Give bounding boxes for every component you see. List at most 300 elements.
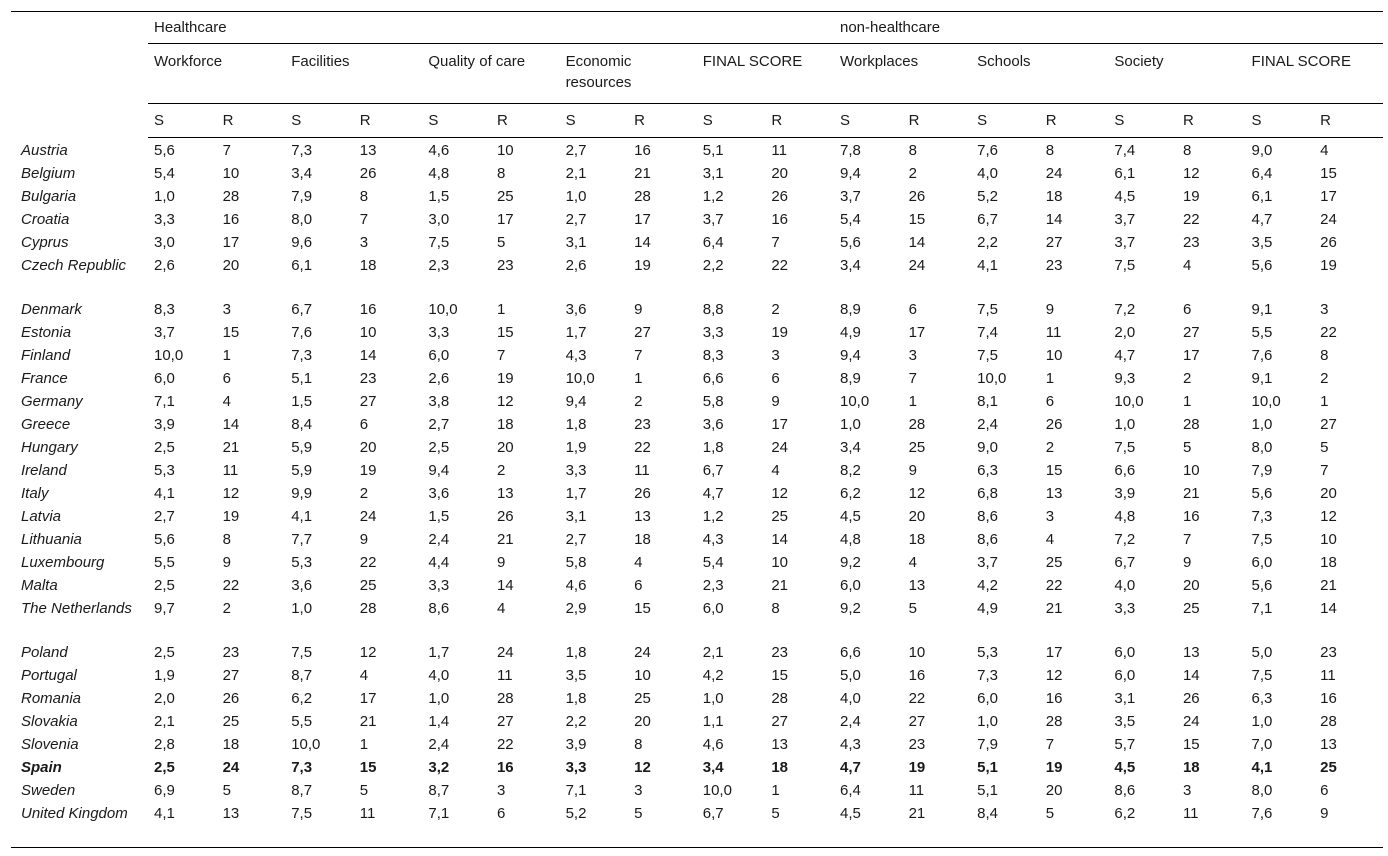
rank-cell: 19 — [1320, 257, 1337, 274]
rank-cell: 19 — [634, 257, 651, 274]
rank-cell: 4 — [496, 600, 506, 617]
score-cell: 7,4 — [1114, 142, 1136, 159]
rank-cell: 7 — [1182, 531, 1192, 548]
score-cell: 2,8 — [154, 736, 175, 753]
score-cell: 5,6 — [1251, 485, 1273, 502]
score-cell: 4,5 — [1114, 759, 1136, 776]
score-cell: 6,9 — [154, 782, 175, 799]
score-cell: 3,5 — [1251, 234, 1273, 251]
score-cell: 6,6 — [839, 644, 861, 661]
score-cell: 6,7 — [1114, 554, 1136, 571]
score-cell: 1,0 — [1251, 416, 1273, 433]
score-cell: 7,2 — [1114, 531, 1136, 548]
score-cell: 3,4 — [839, 257, 861, 274]
table-row — [11, 711, 1383, 734]
score-cell: 3,0 — [428, 211, 450, 228]
table-row — [11, 529, 1383, 552]
score-cell: 9,2 — [839, 600, 861, 617]
rank-cell: 27 — [1320, 416, 1337, 433]
score-cell: 5,7 — [1114, 736, 1136, 753]
score-cell: 9,7 — [154, 600, 175, 617]
country-cell: The Netherlands — [21, 600, 132, 617]
score-cell: 6,1 — [291, 257, 313, 274]
rank-cell: 20 — [1320, 485, 1337, 502]
rank-cell: 12 — [222, 485, 240, 502]
country-cell: Latvia — [21, 508, 62, 525]
score-cell: 5,4 — [839, 211, 861, 228]
rank-cell: 23 — [1320, 644, 1337, 661]
score-cell: 7,5 — [428, 234, 450, 251]
rank-cell: 4 — [1320, 142, 1329, 159]
rank-cell: 27 — [1045, 234, 1063, 251]
score-cell: 3,1 — [565, 234, 587, 251]
score-cell: 4,7 — [702, 485, 724, 502]
score-cell: 7,6 — [977, 142, 999, 159]
rank-cell: 26 — [634, 485, 651, 502]
rank-header-cell: R — [628, 104, 697, 138]
rank-cell: 11 — [771, 142, 787, 159]
score-cell: 5,1 — [977, 759, 999, 776]
rank-cell: 1 — [771, 782, 780, 799]
score-cell: 5,2 — [560, 803, 629, 848]
country-cell: Slovakia — [21, 713, 78, 730]
rank-cell: 22 — [771, 257, 789, 274]
score-cell: 4,6 — [702, 736, 724, 753]
score-header-cell: S — [148, 104, 217, 138]
score-cell: 6,6 — [1114, 462, 1136, 479]
score-cell: 4,3 — [839, 736, 861, 753]
score-cell: 7,8 — [839, 142, 861, 159]
rank-cell: 11 — [1320, 667, 1336, 684]
score-cell: 7,3 — [291, 347, 313, 364]
score-cell: 3,7 — [1114, 234, 1136, 251]
score-cell: 8,3 — [154, 301, 175, 318]
rank-cell: 16 — [1320, 690, 1337, 707]
rank-cell: 5 — [628, 803, 697, 848]
rank-cell: 21 — [771, 577, 789, 594]
score-cell: 3,4 — [702, 759, 724, 776]
scores-table-container — [11, 11, 1377, 848]
score-cell: 3,9 — [565, 736, 587, 753]
rank-cell: 27 — [1182, 324, 1200, 341]
score-cell: 2,0 — [1114, 324, 1136, 341]
rank-cell: 9 — [1182, 554, 1192, 571]
rank-cell: 27 — [496, 713, 514, 730]
score-cell: 7,4 — [977, 324, 999, 341]
score-cell: 2,7 — [428, 416, 450, 433]
rank-cell: 27 — [222, 667, 240, 684]
country-cell: Czech Republic — [21, 257, 127, 274]
rank-cell: 1 — [908, 393, 917, 410]
rank-cell: 14 — [634, 234, 651, 251]
score-cell: 5,3 — [291, 554, 313, 571]
score-cell: 6,4 — [1251, 165, 1273, 182]
rank-cell: 19 — [1045, 759, 1063, 776]
score-cell: 1,0 — [154, 188, 175, 205]
rank-cell: 12 — [1320, 508, 1337, 525]
rank-cell: 28 — [1320, 713, 1337, 730]
rank-cell: 26 — [771, 188, 789, 205]
country-cell: Greece — [21, 416, 71, 433]
rank-cell: 22 — [908, 690, 926, 707]
rank-cell: 17 — [222, 234, 240, 251]
score-cell: 7,5 — [1114, 257, 1136, 274]
score-cell: 9,0 — [977, 439, 999, 456]
rank-cell: 15 — [771, 667, 789, 684]
rank-cell: 4 — [771, 462, 780, 479]
score-cell: 2,6 — [428, 370, 450, 387]
rank-cell: 7 — [771, 234, 780, 251]
score-cell: 2,1 — [154, 713, 175, 730]
rank-cell: 25 — [1045, 554, 1063, 571]
group-header-healthcare: Healthcare — [148, 12, 834, 44]
rank-cell: 6 — [908, 301, 917, 318]
rank-cell: 7 — [496, 347, 506, 364]
table-row — [11, 163, 1383, 186]
score-cell: 7,1 — [422, 803, 491, 848]
score-cell: 3,5 — [1114, 713, 1136, 730]
score-cell: 3,3 — [154, 211, 175, 228]
score-cell: 4,1 — [148, 803, 217, 848]
score-cell: 9,3 — [1114, 370, 1136, 387]
country-cell: Slovenia — [21, 736, 79, 753]
rank-cell: 25 — [908, 439, 926, 456]
rank-cell: 2 — [359, 485, 369, 502]
score-cell: 1,2 — [702, 508, 724, 525]
rank-cell: 10 — [634, 667, 651, 684]
score-cell: 7,0 — [1251, 736, 1273, 753]
score-cell: 4,5 — [1114, 188, 1136, 205]
rank-cell: 23 — [1182, 234, 1200, 251]
score-cell: 8,7 — [291, 782, 313, 799]
rank-cell: 9 — [1314, 803, 1383, 848]
score-cell: 6,3 — [1251, 690, 1273, 707]
rank-cell: 5 — [1040, 803, 1109, 848]
score-cell: 1,9 — [565, 439, 587, 456]
score-cell: 4,1 — [291, 508, 313, 525]
score-cell: 3,7 — [154, 324, 175, 341]
score-cell: 9,1 — [1251, 301, 1273, 318]
rank-cell: 11 — [1045, 324, 1062, 341]
rank-cell: 8 — [496, 165, 506, 182]
rank-cell: 3 — [634, 782, 643, 799]
score-cell: 6,0 — [1251, 554, 1273, 571]
rank-cell: 10 — [359, 324, 377, 341]
table-row — [11, 414, 1383, 437]
rank-cell: 1 — [634, 370, 643, 387]
rank-cell: 5 — [496, 234, 506, 251]
rank-cell: 18 — [496, 416, 514, 433]
score-cell: 5,6 — [154, 531, 175, 548]
table-row — [11, 483, 1383, 506]
rank-cell: 5 — [359, 782, 369, 799]
rank-cell: 11 — [1177, 803, 1246, 848]
rank-cell: 20 — [496, 439, 514, 456]
score-cell: 9,6 — [291, 234, 313, 251]
rank-cell: 18 — [1045, 188, 1063, 205]
score-cell: 2,6 — [154, 257, 175, 274]
score-cell: 10,0 — [1251, 393, 1281, 410]
rank-cell: 17 — [1045, 644, 1063, 661]
rank-cell: 16 — [771, 211, 789, 228]
rank-cell: 23 — [496, 257, 514, 274]
rank-cell: 8 — [359, 188, 369, 205]
rank-cell: 15 — [496, 324, 514, 341]
country-cell: Cyprus — [21, 234, 69, 251]
rank-cell: 18 — [222, 736, 240, 753]
rank-cell: 28 — [908, 416, 926, 433]
rank-cell: 22 — [359, 554, 377, 571]
score-cell: 7,3 — [977, 667, 999, 684]
rank-cell: 3 — [359, 234, 369, 251]
score-cell: 1,0 — [977, 713, 999, 730]
score-cell: 2,2 — [977, 234, 999, 251]
score-cell: 3,6 — [428, 485, 450, 502]
score-rank-header-row — [11, 104, 1383, 138]
rank-cell: 26 — [496, 508, 514, 525]
score-cell: 1,8 — [565, 416, 587, 433]
score-cell: 1,9 — [154, 667, 175, 684]
score-cell: 7,3 — [291, 759, 313, 776]
sub-header-society: Society — [1108, 44, 1245, 104]
score-cell: 2,4 — [428, 531, 450, 548]
rank-cell: 6 — [1045, 393, 1055, 410]
rank-cell: 11 — [634, 462, 650, 479]
score-cell: 3,3 — [1114, 600, 1136, 617]
score-cell: 2,6 — [565, 257, 587, 274]
rank-cell: 23 — [908, 736, 926, 753]
rank-header-cell: R — [1314, 104, 1383, 138]
rank-cell: 9 — [908, 462, 917, 479]
score-cell: 5,1 — [291, 370, 313, 387]
score-cell: 1,5 — [291, 393, 313, 410]
score-cell: 8,1 — [977, 393, 999, 410]
table-row — [11, 255, 1383, 299]
score-cell: 1,7 — [565, 485, 587, 502]
rank-cell: 24 — [1045, 165, 1063, 182]
rank-cell: 27 — [771, 713, 789, 730]
rank-cell: 3 — [771, 347, 780, 364]
country-cell: Sweden — [21, 782, 76, 799]
score-cell: 4,0 — [1114, 577, 1136, 594]
rank-cell: 1 — [222, 347, 231, 364]
score-cell: 4,1 — [977, 257, 999, 274]
score-cell: 6,0 — [977, 690, 999, 707]
score-cell: 6,1 — [1251, 188, 1273, 205]
score-cell: 5,6 — [1251, 257, 1273, 274]
rank-header-cell: R — [354, 104, 423, 138]
score-cell: 3,8 — [428, 393, 450, 410]
rank-cell: 9 — [1045, 301, 1055, 318]
rank-cell: 26 — [1045, 416, 1063, 433]
score-cell: 8,6 — [1114, 782, 1136, 799]
score-cell: 5,5 — [154, 554, 175, 571]
table-row — [11, 506, 1383, 529]
rank-cell: 1 — [496, 301, 506, 318]
score-cell: 8,2 — [839, 462, 861, 479]
score-header-cell: S — [1246, 104, 1315, 138]
rank-cell: 16 — [1045, 690, 1063, 707]
rank-cell: 28 — [359, 600, 377, 617]
table-row — [11, 665, 1383, 688]
rank-cell: 8 — [222, 531, 231, 548]
rank-cell: 12 — [496, 393, 514, 410]
rank-cell: 17 — [771, 416, 789, 433]
rank-cell: 7 — [222, 142, 231, 159]
score-cell: 4,0 — [428, 667, 450, 684]
rank-cell: 24 — [1182, 713, 1200, 730]
country-cell: Spain — [21, 759, 62, 776]
score-cell: 1,0 — [702, 690, 724, 707]
rank-cell: 21 — [496, 531, 514, 548]
score-cell: 2,1 — [565, 165, 587, 182]
rank-cell: 25 — [634, 690, 651, 707]
rank-cell: 26 — [1182, 690, 1200, 707]
score-cell: 5,4 — [154, 165, 175, 182]
rank-cell: 3 — [908, 347, 917, 364]
country-cell: United Kingdom — [11, 803, 148, 848]
rank-cell: 6 — [634, 577, 643, 594]
score-cell: 4,3 — [565, 347, 587, 364]
rank-cell: 10 — [1320, 531, 1337, 548]
score-cell: 2,5 — [154, 577, 175, 594]
score-cell: 2,5 — [154, 644, 175, 661]
score-cell: 4,2 — [977, 577, 999, 594]
rank-cell: 27 — [359, 393, 377, 410]
score-cell: 4,1 — [154, 485, 175, 502]
score-cell: 7,6 — [291, 324, 313, 341]
score-cell: 8,6 — [428, 600, 450, 617]
rank-cell: 17 — [496, 211, 514, 228]
rank-cell: 12 — [908, 485, 926, 502]
rank-cell: 1 — [1320, 393, 1329, 410]
country-cell: Hungary — [21, 439, 78, 456]
country-cell: France — [21, 370, 68, 387]
rank-cell: 26 — [359, 165, 377, 182]
table-row — [11, 368, 1383, 391]
score-cell: 2,4 — [977, 416, 999, 433]
score-cell: 7,5 — [285, 803, 354, 848]
score-cell: 2,4 — [428, 736, 450, 753]
score-cell: 3,1 — [702, 165, 724, 182]
score-cell: 8,6 — [977, 531, 999, 548]
rank-cell: 17 — [634, 211, 651, 228]
rank-cell: 21 — [634, 165, 651, 182]
score-cell: 7,7 — [291, 531, 313, 548]
rank-cell: 10 — [1182, 462, 1200, 479]
rank-cell: 20 — [634, 713, 651, 730]
score-cell: 8,4 — [971, 803, 1040, 848]
rank-cell: 4 — [359, 667, 369, 684]
rank-cell: 5 — [1320, 439, 1329, 456]
rank-cell: 20 — [771, 165, 789, 182]
score-cell: 7,1 — [565, 782, 587, 799]
rank-cell: 23 — [222, 644, 240, 661]
score-header-cell: S — [285, 104, 354, 138]
rank-cell: 4 — [1045, 531, 1055, 548]
score-cell: 3,3 — [702, 324, 724, 341]
score-cell: 6,7 — [702, 462, 724, 479]
country-cell: Luxembourg — [21, 554, 105, 571]
sub-header-final-score-non-healthcare: FINAL SCORE — [1246, 44, 1383, 104]
rank-cell: 14 — [496, 577, 514, 594]
score-cell: 9,4 — [839, 347, 861, 364]
rank-cell: 7 — [1045, 736, 1055, 753]
table-row — [11, 437, 1383, 460]
score-cell: 6,6 — [702, 370, 724, 387]
table-row — [11, 780, 1383, 803]
score-cell: 2,7 — [565, 531, 587, 548]
score-cell: 5,8 — [565, 554, 587, 571]
rank-cell: 28 — [634, 188, 651, 205]
score-cell: 1,0 — [1114, 416, 1136, 433]
table-row — [11, 209, 1383, 232]
score-cell: 10,0 — [1114, 393, 1144, 410]
score-cell: 10,0 — [839, 393, 870, 410]
rank-header-cell: R — [491, 104, 560, 138]
rank-cell: 1 — [1182, 393, 1192, 410]
rank-cell: 3 — [222, 301, 231, 318]
score-cell: 3,9 — [1114, 485, 1136, 502]
score-cell: 3,2 — [428, 759, 450, 776]
rank-cell: 9 — [771, 393, 780, 410]
rank-cell: 26 — [908, 188, 926, 205]
rank-header-cell: R — [765, 104, 834, 138]
score-cell: 3,1 — [565, 508, 587, 525]
score-cell: 5,0 — [1251, 644, 1273, 661]
rank-cell: 20 — [222, 257, 240, 274]
score-cell: 3,6 — [291, 577, 313, 594]
rank-cell: 22 — [496, 736, 514, 753]
rank-cell: 12 — [634, 759, 651, 776]
sub-header-workplaces: Workplaces — [834, 44, 971, 104]
rank-cell: 14 — [771, 531, 789, 548]
score-cell: 3,6 — [565, 301, 587, 318]
score-cell: 2,1 — [702, 644, 724, 661]
rank-cell: 14 — [359, 347, 377, 364]
rank-cell: 19 — [359, 462, 377, 479]
rank-cell: 2 — [1045, 439, 1055, 456]
rank-cell: 13 — [634, 508, 651, 525]
score-cell: 2,7 — [154, 508, 175, 525]
table-row — [11, 322, 1383, 345]
score-cell: 4,8 — [428, 165, 450, 182]
score-cell: 7,5 — [977, 347, 999, 364]
rank-cell: 13 — [908, 577, 926, 594]
rank-cell: 6 — [1320, 782, 1329, 799]
score-cell: 8,8 — [702, 301, 724, 318]
table-row — [11, 803, 1383, 848]
rank-cell: 14 — [1320, 600, 1337, 617]
rank-cell: 4 — [1182, 257, 1192, 274]
rank-cell: 15 — [634, 600, 651, 617]
table-row — [11, 232, 1383, 255]
score-cell: 1,0 — [291, 600, 313, 617]
rank-cell: 19 — [1182, 188, 1200, 205]
score-cell: 10,0 — [702, 782, 732, 799]
table-row — [11, 186, 1383, 209]
rank-cell: 9 — [222, 554, 231, 571]
rank-cell: 13 — [771, 736, 789, 753]
rank-cell: 21 — [359, 713, 377, 730]
score-cell: 6,7 — [291, 301, 313, 318]
score-cell: 8,0 — [1251, 782, 1273, 799]
score-cell: 5,4 — [702, 554, 724, 571]
rank-cell: 7 — [359, 211, 369, 228]
rank-cell: 12 — [1182, 165, 1200, 182]
rank-cell: 18 — [634, 531, 651, 548]
country-cell: Germany — [21, 393, 83, 410]
